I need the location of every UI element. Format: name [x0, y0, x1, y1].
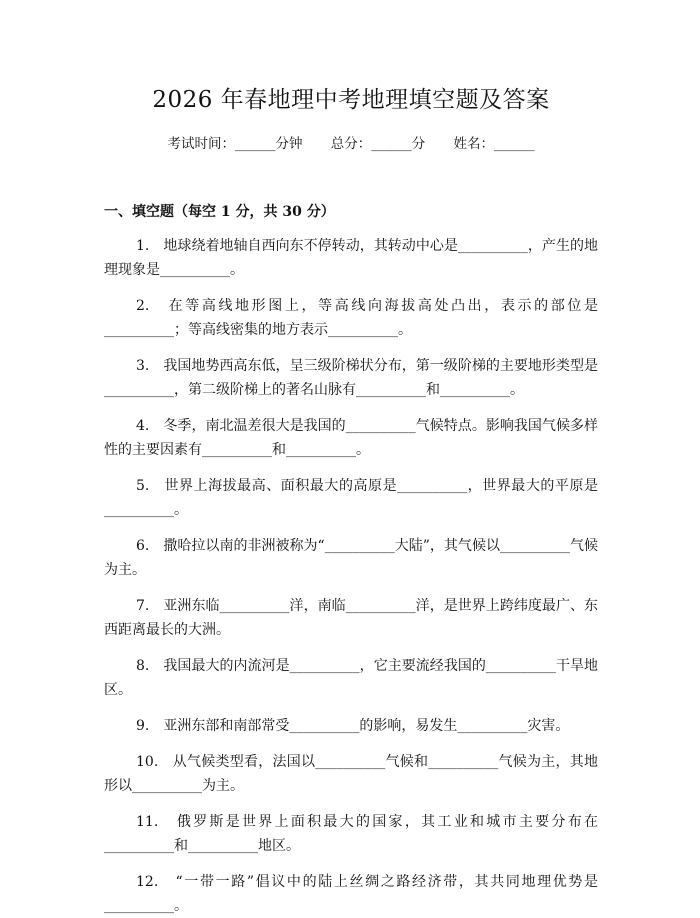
question-1: 1. 地球绕着地轴自西向东不停转动，其转动中心是__________，产生的地理现象是__________。 — [104, 238, 598, 278]
question-12: 12. “一带一路”倡议中的陆上丝绸之路经济带，其共同地理优势是__________。 — [104, 874, 598, 914]
student-name-label: 姓名： — [453, 136, 495, 152]
question-8: 8. 我国最大的内流河是__________，它主要流经我国的__________干旱地区。 — [104, 658, 598, 698]
student-name-blank: ______ — [494, 136, 535, 152]
total-score — [331, 136, 430, 152]
page-title: 2026 年春地理中考地理填空题及答案 — [152, 87, 550, 113]
question-list — [104, 234, 598, 918]
total-score-blank: ______ — [371, 136, 412, 152]
question-11: 11. 俄罗斯是世界上面积最大的国家，其工业和城市主要分布在__________和__________地区。 — [104, 814, 598, 854]
question-5: 5. 世界上海拔最高、面积最大的高原是__________，世界最大的平原是__________。 — [104, 478, 598, 518]
exam-info — [104, 134, 598, 154]
question-3: 3. 我国地势西高东低，呈三级阶梯状分布，第一级阶梯的主要地形类型是__________，第二级阶梯上的著名山脉有__________和__________。 — [104, 358, 598, 398]
question-6: 6. 撒哈拉以南的非洲被称为“__________大陆”，其气候以__________气候为主。 — [104, 538, 598, 578]
exam-time-label: 考试时间： — [167, 136, 235, 152]
total-score-label: 总分： — [330, 136, 372, 152]
question-10: 10. 从气候类型看，法国以__________气候和__________气候为主，其地形以__________为主。 — [104, 754, 598, 794]
exam-time-blank: ______ — [234, 136, 276, 152]
question-9: 9. 亚洲东部和南部常受__________的影响，易发生__________灾害。 — [136, 718, 570, 734]
exam-time — [167, 136, 306, 152]
section-heading: 一、填空题（每空 1 分，共 30 分） — [104, 204, 335, 220]
question-4: 4. 冬季，南北温差很大是我国的__________气候特点。影响我国气候多样性的主要因素有__________和__________。 — [104, 418, 598, 458]
question-2: 2. 在等高线地形图上，等高线向海拔高处凸出，表示的部位是__________；等高线密集的地方表示__________。 — [104, 298, 598, 338]
total-score-unit: 分 — [411, 136, 426, 152]
question-7: 7. 亚洲东临__________洋，南临__________洋，是世界上跨纬度最广、东西距离最长的大洲。 — [104, 598, 598, 638]
student-name — [454, 136, 535, 152]
exam-time-unit: 分钟 — [275, 136, 303, 152]
